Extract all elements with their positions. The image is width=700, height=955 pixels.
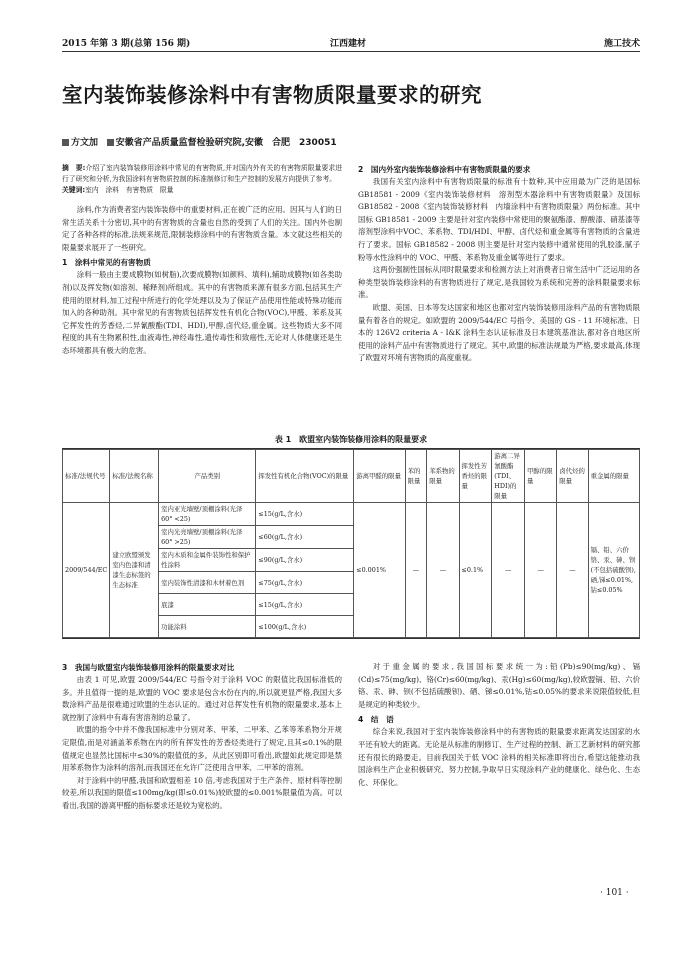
- section-2-paragraph-1: 我国有关室内涂料中有害物质限量的标准有十数种,其中应用最为广泛的是国标 GB18581 - 2009《室内装饰装修材料 溶剂型木器涂料中有害物质限量》及国标 GB18582 - 2008《室内装饰装修材料 内墙涂料中有害物质限量》两份标准。其中国标 GB18581 - 2009 主要是针对室内装修中常使用的聚氨酯漆、醇酸漆、硝基漆等溶剂型涂料中VOC、苯系物、TDI/HDI、甲醇、卤代烃和重金属等有害物质的含量进行了要求。国标 GB18582 - 2008 则主要是针对室内装修中通常使用的乳胶漆,腻子粉等水性涂料中的 VOC、甲醛、苯系物及重金属等进行了要求。: [358, 177, 640, 262]
- section-1-heading: 1 涂料中常见的有害物质: [62, 258, 151, 268]
- left-column-top: [62, 163, 342, 358]
- cell-aromatic: ≤0.1%: [459, 503, 492, 638]
- abstract-text: 介绍了室内装饰装修用涂料中常见的有害物质,并对国内外有关的有害物质限量要求进行了研究和分析,为我国涂料有害物质控制的标准制修订和生产控制的发展方向提供了参考。: [62, 164, 343, 183]
- cell-voc: ≤15(g/L,含水): [256, 594, 354, 616]
- section-1-paragraph: 涂料一般由主要成膜物(如树脂),次要成膜物(如颜料、填料),辅助成膜物(如各类助剂)以及挥发物(如溶剂、稀释剂)所组成。其中的有害物质来源有很多方面,包括其生产使用的原材料,加工过程中所进行的化学处理以及为了保证产品使用性能或特殊功能而加入的各种助剂。其中常见的有害物质包括挥发性有机化合物(VOC),甲醛、苯系及其它挥发性的芳香烃,二异氰酸酯(TDI、HDI),甲醇,卤代烃,重金属。这些物质大多不同程度的具有生物累积性,血液毒性,神经毒性,遗传毒性和致癌性,无论对人体健康还是生态环境都具有极大的危害。: [62, 270, 342, 355]
- page-number: · 101 ·: [600, 888, 629, 898]
- th-name: 标准/法规名称: [110, 450, 159, 503]
- section-2-heading: 2 国内外室内装饰装修涂料中有害物质限量的要求: [358, 165, 531, 174]
- cell-category: 功能涂料: [159, 616, 256, 638]
- th-formaldehyde: 游离甲醛的限量: [354, 450, 405, 503]
- table-row: [63, 503, 640, 526]
- th-category: 产品类别: [159, 450, 256, 503]
- section-3-paragraph-1: 由表 1 可见,欧盟 2009/544/EC 号指令对于涂料 VOC 的限值比我国标准低的多。并且值得一提的是,欧盟的 VOC 要求是包含水份在内的,所以就更显严格,我国大多数涂料产品是很难通过欧盟的生态认证的。通过对总挥发性有机物的限量要求,基本上就控制了涂料中有毒有害溶剂的总量了。: [62, 675, 342, 722]
- keywords-text: 室内 涂料 有害物质 限量: [85, 186, 174, 194]
- section-3-paragraph-3: 对于涂料中的甲醛,我国和欧盟相差 10 倍,考虑我国对于生产条件、原材料等控制较差,所以我国的限值≤100mg/kg(即≤0.01%)较欧盟的≤0.001%限量值为高。可以看出,我国的游离甲醛的指标要求还是较为宽松的。: [62, 775, 342, 810]
- section-3-heading: 3 我国与欧盟室内装饰装修用涂料的限量要求对比: [62, 663, 235, 672]
- right-column-top: [358, 163, 640, 365]
- section-3-paragraph-4: 对于重金属的要求,我国国标要求统一为:铅(Pb)≤90(mg/kg)、镉(Cd)≤75(mg/kg)、铬(Cr)≤60(mg/kg)、汞(Hg)≤60(mg/kg),较欧盟镉、铅、六价铬、汞、砷、钡(不包括硫酸钡)、硒、锑≤0.01%,钴≤0.05%的要求来说限值较低,但是规定的种类较少。: [358, 662, 640, 709]
- cell-benzene: —: [405, 503, 427, 638]
- cell-code: 2009/544/EC: [63, 503, 110, 638]
- cell-voc: ≤75(g/L,含水): [256, 572, 354, 594]
- abstract-label: 摘 要:: [62, 164, 86, 172]
- th-aromatic: 挥发性芳香烃的限量: [459, 450, 492, 503]
- table-header-row: [63, 450, 640, 503]
- author-name: 方文加: [71, 138, 99, 148]
- intro-paragraph: 涂料,作为消费者室内装饰装修中的重要材料,正在被广泛的应用。因其与人们的日常生活关系十分密切,其中的有害物质的含量也自然的受到了人们的关注。国内外也制定了各种各样的标准,法规来规范,限制装修涂料中的有害物质含量。本文就这些相关的限量要求展开了一些研究。: [62, 205, 342, 252]
- th-benzene: 苯的限量: [405, 450, 427, 503]
- abstract: [62, 163, 342, 196]
- issue-info: 2015 年第 3 期(总第 156 期): [62, 39, 191, 49]
- running-header: [62, 36, 640, 50]
- th-isocyanate: 游离二异氰酸酯(TDI、HDI)的限量: [492, 450, 525, 503]
- section-4-paragraph: 综合来说,我国对于室内装饰装修涂料中的有害物质的限量要求距离发达国家的水平还有较大的距离。无论是从标准的制修订、生产过程的控制、新工艺新材料的研究都还有很长的路要走。目前我国关于低 VOC 涂料的相关标准即将出台,希望这能推动我国涂料生产企业积极研究、努力控制,争取早日实现涂料产业的健康化、绿色化、生态化、环保化。: [358, 727, 640, 787]
- keywords-label: 关键词:: [62, 186, 86, 194]
- header-rule: [62, 51, 640, 52]
- th-benzene-series: 苯系物的限量: [427, 450, 459, 503]
- author-square-icon: [62, 139, 69, 146]
- cell-halohydrocarbon: —: [557, 503, 588, 638]
- section-2-paragraph-3: 欧盟、美国、日本等发达国家和地区也都对室内装饰装修用涂料产品的有害物质限量有着各自的规定。如欧盟的 2009/544/EC 号指令、美国的 GS - 11 环境标准、日本的 126V2 criteria A - I&K 涂料生态认证标准及日本建筑基准法,都对各自地区所使用的涂料产品中有害物质进行了规定。其中,欧盟的标准法规最为严格,要求最高,体现了欧盟对环境有害物质的高度重视。: [358, 302, 640, 363]
- section-name: 施工技术: [603, 39, 640, 49]
- table-rule: [62, 638, 640, 639]
- cell-voc: ≤60(g/L,含水): [256, 526, 354, 549]
- right-column-bottom: [358, 661, 640, 789]
- table-caption: 表 1 欧盟室内装饰装修用涂料的限量要求: [274, 435, 428, 444]
- section-4-heading: 4 结 语: [358, 715, 394, 725]
- cell-isocyanate: —: [492, 503, 525, 638]
- th-methanol: 甲醇的限量: [525, 450, 557, 503]
- cell-category: 室内木质和金属件装饰性和保护性涂料: [159, 549, 256, 572]
- cell-name: 建立欧盟颁发室内色漆和清漆生态标签的生态标准: [110, 503, 159, 638]
- th-heavy-metals: 重金属的限量: [588, 450, 639, 503]
- cell-category: 室内光亮墙壁/顶棚涂料(光泽 60° >25): [159, 526, 256, 549]
- cell-benzene-series: —: [427, 503, 459, 638]
- th-voc: 挥发性有机化合物(VOC)的限量: [256, 450, 354, 503]
- th-halohydrocarbon: 卤代烃的限量: [557, 450, 588, 503]
- cell-methanol: —: [525, 503, 557, 638]
- cell-formaldehyde: ≤0.001%: [354, 503, 405, 638]
- limits-table: [62, 449, 640, 638]
- author-line: [62, 135, 640, 148]
- section-2-paragraph-2: 这两份强制性国标从同时限量要求和检测方法上对消费者日常生活中广泛运用的各种类型装饰装修涂料的有害物质进行了规定,是我国较为系统和完善的涂料限量要求标准。: [358, 265, 640, 300]
- table-rule: [62, 448, 640, 449]
- journal-name: 江西建材: [330, 39, 367, 49]
- cell-heavy-metals: 镉、铅、六价铬、汞、砷、钡(不包括硫酸钡),硒,锑≤0.01%,钴≤0.05%: [588, 503, 639, 638]
- cell-voc: ≤100(g/L,含水): [256, 616, 354, 638]
- paper-title: 室内装饰装修涂料中有害物质限量要求的研究: [62, 83, 482, 107]
- cell-voc: ≤90(g/L,含水): [256, 549, 354, 572]
- cell-voc: ≤15(g/L,含水): [256, 503, 354, 526]
- cell-category: 室内装饰性清漆和木材着色剂: [159, 572, 256, 594]
- left-column-bottom: [62, 661, 342, 813]
- cell-category: 底漆: [159, 594, 256, 616]
- cell-category: 室内亚光墙壁/顶棚涂料(光泽 60° <25): [159, 503, 256, 526]
- th-code: 标准/法规代号: [63, 450, 110, 503]
- affiliation-square-icon: [107, 139, 114, 146]
- section-3-paragraph-2: 欧盟的指令中并不像我国标准中分别对苯、甲苯、二甲苯、乙苯等苯系物分开规定限值,而是对涵盖苯系物在内的所有挥发性的芳香烃类进行了规定,且其≤0.1%的限值规定也显然比国标中≤30%的限值低的多。从此区别即可看出,欧盟如此规定即是禁用苯系物作为涂料的溶剂,而我国还在允许广泛使用含甲苯、二甲苯的溶剂。: [62, 725, 342, 773]
- author-affiliation: 安徽省产品质量监督检验研究院,安徽 合肥 230051: [115, 138, 337, 148]
